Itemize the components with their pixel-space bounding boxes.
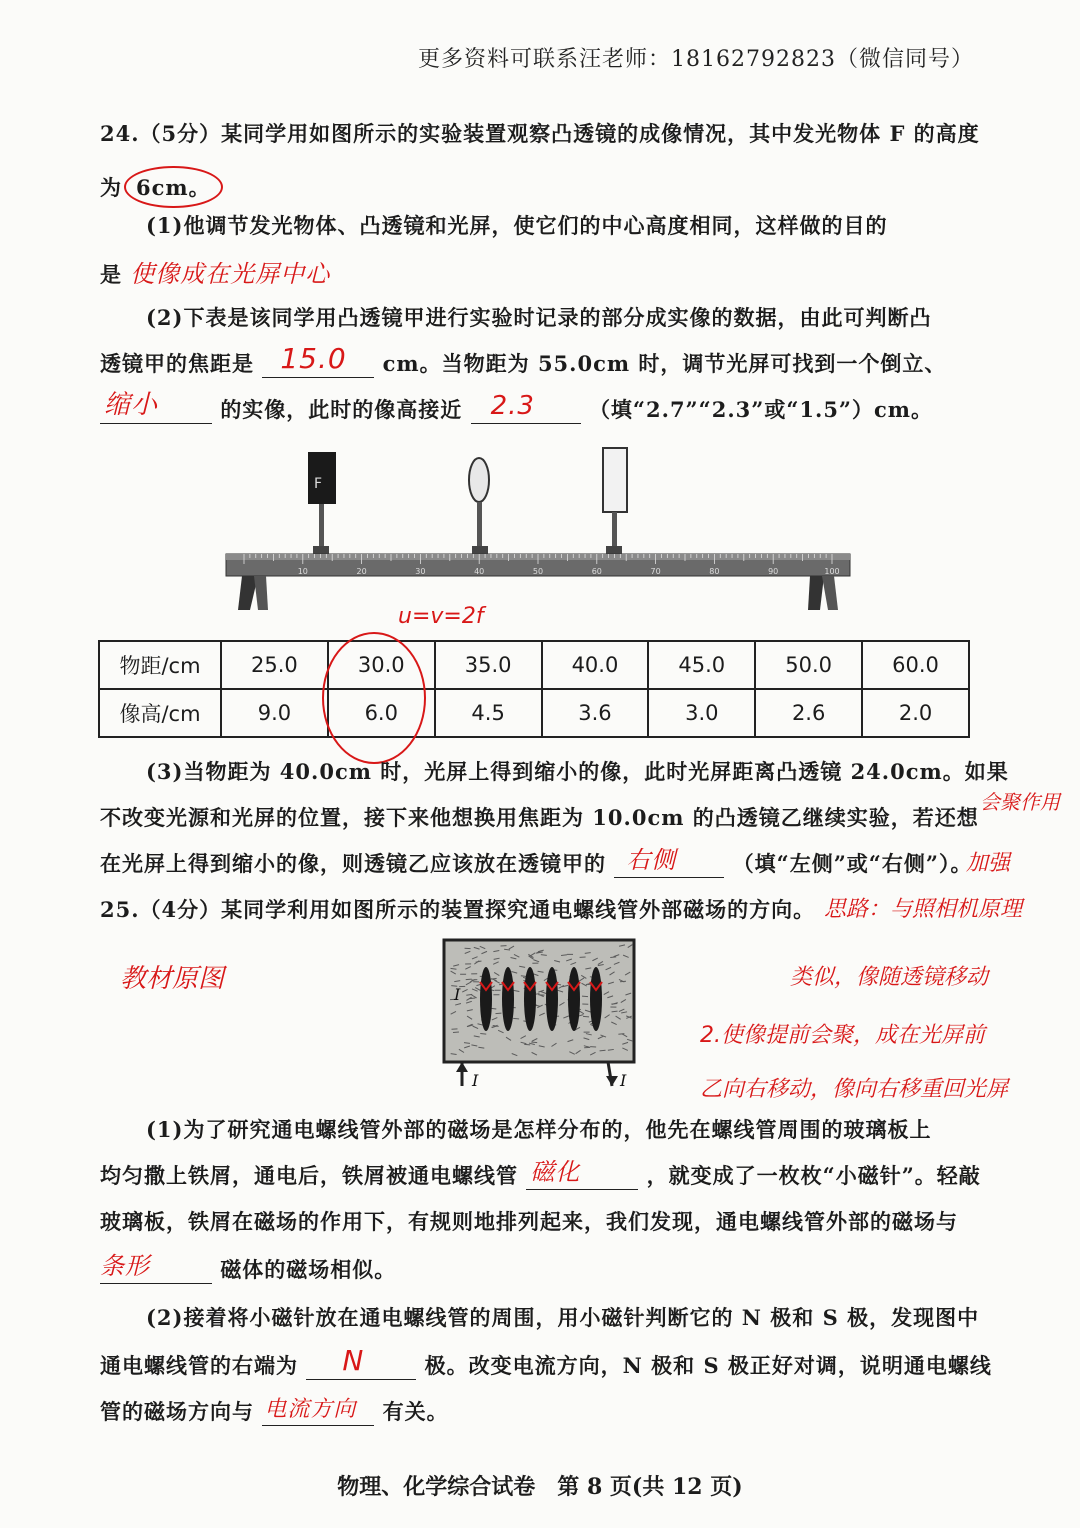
q25-part2-text-d: 有关。 bbox=[382, 1399, 449, 1424]
table-cell: 40.0 bbox=[542, 641, 649, 689]
ruler-tick-label: 40 bbox=[474, 567, 485, 576]
q24-lens-position-answer: 右侧 bbox=[626, 846, 677, 874]
q25-part2-text-b: 极。改变电流方向，N 极和 S 极正好对调，说明通电螺线 bbox=[424, 1353, 992, 1378]
q24-data-table bbox=[98, 640, 970, 738]
q25-part2-text-a: 通电螺线管的右端为 bbox=[100, 1353, 298, 1378]
table-cell: 3.0 bbox=[648, 689, 755, 737]
iron-filing bbox=[610, 957, 616, 958]
q24-focal-blank bbox=[262, 342, 374, 378]
table-cell: 50.0 bbox=[755, 641, 862, 689]
table-cell: 2.0 bbox=[862, 689, 969, 737]
q25-part2-line1: (2)接着将小磁针放在通电螺线管的周围，用小磁针判断它的 N 极和 S 极，发现图中 bbox=[146, 1305, 980, 1330]
page-header-contact: 更多资料可联系汪老师：18162792823（微信同号） bbox=[418, 47, 974, 72]
q25-part2-line2 bbox=[100, 1344, 992, 1380]
q25-part2-text-c: 管的磁场方向与 bbox=[100, 1399, 254, 1424]
q24-part2-text-d: （填“2.7”“2.3”或“1.5”）cm。 bbox=[588, 397, 934, 422]
iron-filing bbox=[471, 980, 477, 981]
note-idea-line1: 思路：与照相机原理 bbox=[824, 897, 1023, 922]
page-footer: 物理、化学综合试卷 第 8 页(共 12 页) bbox=[337, 1474, 743, 1500]
q24-height-circled: 6cm。 bbox=[124, 166, 223, 208]
bench-leg-right bbox=[808, 576, 824, 610]
q24-part1-line1: (1)他调节发光物体、凸透镜和光屏，使它们的中心高度相同，这样做的目的 bbox=[146, 213, 888, 238]
highlight-circle-30cm bbox=[322, 632, 426, 764]
q24-part2-line2 bbox=[100, 342, 947, 378]
ruler-tick-label: 10 bbox=[297, 567, 308, 576]
svg-text:F: F bbox=[314, 476, 323, 492]
current-label-left: I bbox=[454, 985, 461, 1004]
q25-part2-line3 bbox=[100, 1396, 449, 1426]
q25-part1-text-a: 均匀撒上铁屑，通电后，铁屑被通电螺线管 bbox=[100, 1163, 518, 1188]
iron-filing bbox=[600, 1050, 606, 1051]
q25-magnetized-answer: 磁化 bbox=[530, 1158, 581, 1186]
q24-focal-answer: 15.0 bbox=[280, 342, 347, 375]
table-row-image-height bbox=[99, 689, 969, 737]
q25-part1-text-b: ，就变成了一枚枚“小磁针”。轻敲 bbox=[646, 1163, 981, 1188]
ruler-tick-label: 70 bbox=[650, 567, 661, 576]
table-cell: 45.0 bbox=[648, 641, 755, 689]
table-cell: 35.0 bbox=[435, 641, 542, 689]
q25-part1-line3: 玻璃板，铁屑在磁场的作用下，有规则地排列起来，我们发现，通电螺线管外部的磁场与 bbox=[100, 1209, 958, 1234]
q24-stem-prefix: 为 bbox=[100, 175, 122, 200]
q24-part3-line1: (3)当物距为 40.0cm 时，光屏上得到缩小的像，此时光屏距离凸透镜 24.0cm。如果 bbox=[146, 759, 1009, 784]
iron-filing bbox=[453, 1032, 459, 1033]
row2-header: 像高/cm bbox=[99, 689, 221, 737]
q24-part3-line3 bbox=[100, 848, 972, 878]
table-cell: 6.0 bbox=[328, 689, 435, 737]
table-cell: 2.6 bbox=[755, 689, 862, 737]
table-cell: 3.6 bbox=[542, 689, 649, 737]
q24-part1-line2 bbox=[100, 254, 330, 289]
iron-filing bbox=[531, 1042, 537, 1043]
ruler-tick-label: 60 bbox=[591, 567, 602, 576]
ruler-tick-label: 80 bbox=[709, 567, 720, 576]
row1-header: 物距/cm bbox=[99, 641, 221, 689]
ruler-tick-label: 50 bbox=[532, 567, 544, 576]
optical-bench-figure bbox=[220, 440, 860, 625]
table-note-2f: u=v=2f bbox=[398, 604, 484, 629]
q25-part1-text-c: 磁体的磁场相似。 bbox=[220, 1257, 397, 1282]
note-textbook-figure: 教材原图 bbox=[120, 964, 225, 994]
current-label-out: I bbox=[620, 1071, 627, 1090]
q24-part2-text-a: 透镜甲的焦距是 bbox=[100, 351, 254, 376]
q24-image-type-answer: 缩小 bbox=[104, 390, 159, 420]
q24-part2-line1: (2)下表是该同学用凸透镜甲进行实验时记录的部分成实像的数据，由此可判断凸 bbox=[146, 305, 932, 330]
q25-magnetized-blank bbox=[526, 1158, 638, 1190]
iron-filing bbox=[513, 1018, 519, 1019]
convex-lens bbox=[469, 458, 489, 502]
q25-part1-line4 bbox=[100, 1254, 396, 1284]
iron-filing bbox=[464, 1043, 470, 1044]
q24-part1-prefix: 是 bbox=[100, 262, 122, 287]
solenoid-figure bbox=[440, 936, 640, 1092]
table-cell: 9.0 bbox=[221, 689, 328, 737]
table-row-object-distance bbox=[99, 641, 969, 689]
ruler-tick-label: 30 bbox=[415, 567, 426, 576]
q25-bar-magnet-answer: 条形 bbox=[100, 1252, 150, 1280]
q24-part2-text-b: cm。当物距为 55.0cm 时，调节光屏可找到一个倒立、 bbox=[382, 351, 947, 376]
q24-lens-position-blank bbox=[614, 846, 724, 878]
q25-current-direction-answer: 电流方向 bbox=[264, 1397, 357, 1422]
note-strengthen: 加强 bbox=[966, 851, 1011, 876]
q24-part3-text-b: （填“左侧”或“右侧”）。 bbox=[732, 851, 973, 876]
q25-stem: 25.（4分）某同学利用如图所示的装置探究通电螺线管外部磁场的方向。 bbox=[100, 897, 816, 922]
q24-image-type-blank bbox=[100, 390, 212, 424]
q24-part2-text-c: 的实像，此时的像高接近 bbox=[220, 397, 463, 422]
current-label-in: I bbox=[472, 1071, 479, 1090]
q24-part3-text-a: 在光屏上得到缩小的像，则透镜乙应该放在透镜甲的 bbox=[100, 851, 606, 876]
q25-pole-blank bbox=[306, 1344, 416, 1380]
ruler-tick-label: 100 bbox=[824, 567, 840, 576]
note-idea-line4: 乙向右移动，像向右移重回光屏 bbox=[700, 1077, 1009, 1102]
iron-filing bbox=[480, 1034, 486, 1035]
table-cell: 25.0 bbox=[221, 641, 328, 689]
ruler-tick-label: 90 bbox=[768, 567, 779, 576]
q25-part1-line1: (1)为了研究通电螺线管外部的磁场是怎样分布的，他先在螺线管周围的玻璃板上 bbox=[146, 1117, 932, 1142]
light-screen bbox=[603, 448, 627, 512]
q24-part3-line2: 不改变光源和光屏的位置，接下来他想换用焦距为 10.0cm 的凸透镜乙继续实验，若还想 bbox=[100, 805, 979, 830]
q24-stem-line1: 24.（5分）某同学用如图所示的实验装置观察凸透镜的成像情况，其中发光物体 F 的高度 bbox=[100, 121, 980, 146]
table-cell: 4.5 bbox=[435, 689, 542, 737]
iron-filing bbox=[561, 955, 567, 956]
q24-image-height-blank bbox=[471, 391, 581, 424]
table-cell: 30.0 bbox=[328, 641, 435, 689]
note-idea-line3: 2.使像提前会聚，成在光屏前 bbox=[700, 1023, 985, 1048]
q24-part2-line3 bbox=[100, 390, 934, 424]
q24-stem-line2 bbox=[100, 166, 223, 208]
q25-pole-answer: N bbox=[342, 1344, 365, 1377]
table-cell: 60.0 bbox=[862, 641, 969, 689]
q24-image-height-answer: 2.3 bbox=[490, 391, 535, 421]
q25-current-direction-blank bbox=[262, 1397, 374, 1426]
q25-part1-line2 bbox=[100, 1160, 981, 1190]
q25-bar-magnet-blank bbox=[100, 1252, 212, 1284]
q24-part1-answer: 使像成在光屏中心 bbox=[130, 260, 331, 288]
ruler-tick-label: 20 bbox=[356, 567, 367, 576]
note-converging-effect: 会聚作用 bbox=[980, 790, 1060, 814]
note-idea-line2: 类似，像随透镜移动 bbox=[790, 965, 989, 990]
